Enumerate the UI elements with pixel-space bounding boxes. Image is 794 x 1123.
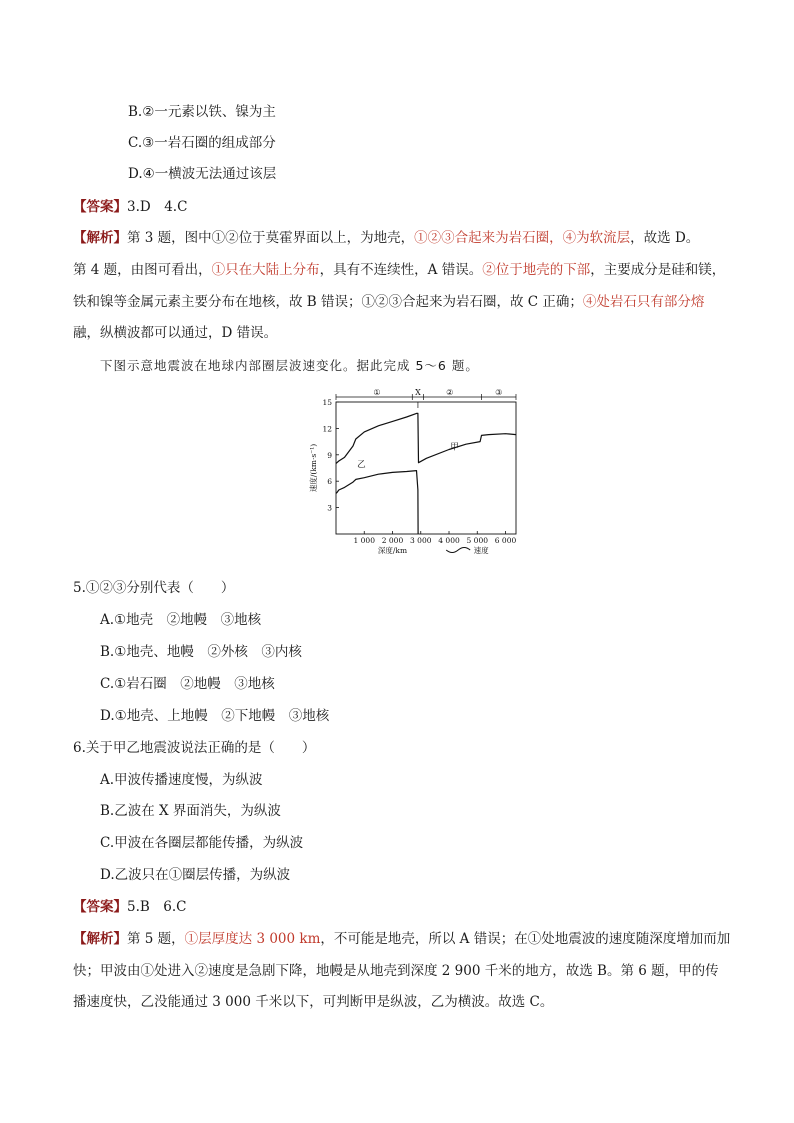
body-text: ，不可能是地壳，所以 A 错误；在①处地震波的速度随深度增加而加 (320, 931, 731, 947)
analysis-1-line-4 (73, 323, 277, 343)
q5-option-c: C.①岩石圈 ②地幔 ③地核 (100, 676, 275, 692)
y-tick-label: 15 (322, 398, 332, 407)
q5-option-a: A.①地壳 ②地幔 ③地核 (100, 612, 262, 628)
body-text: 第 3 题，图中①②位于莫霍界面以上，为地壳， (127, 230, 415, 246)
analysis-tag: 【解析】 (73, 230, 127, 246)
q6-option-d: D.乙波只在①圈层传播，为纵波 (100, 867, 291, 883)
x-tick-label: 4 000 (438, 536, 460, 545)
series-line-yi (336, 471, 418, 534)
layer-label-x: X (415, 388, 421, 397)
body-text: 快；甲波由①处进入②速度是急剧下降，地幔是从地壳到深度 2 900 千米的地方，故选 B。第 6 题，甲的传 (73, 963, 719, 979)
layer-label: ② (446, 388, 454, 397)
question-6-stem: 6.关于甲乙地震波说法正确的是（ ） (73, 740, 316, 756)
x-tick-label: 1 000 (353, 536, 375, 545)
analysis-2-line-3 (73, 992, 553, 1012)
highlighted-text: ④处岩石只有部分熔 (582, 294, 705, 310)
y-tick-label: 9 (327, 450, 332, 460)
answer-text: 5.B 6.C (127, 899, 187, 915)
y-axis-label: 速度/(km·s⁻¹) (309, 443, 318, 493)
highlighted-text: ②位于地壳的下部 (482, 262, 591, 278)
option-b-prev: B.②一元素以铁、镍为主 (128, 104, 276, 120)
answer-tag: 【答案】 (73, 899, 127, 915)
body-text: ，故选 D。 (630, 230, 700, 246)
q5-option-d: D.①地壳、上地幔 ②下地幔 ③地核 (100, 708, 330, 724)
body-text: 第 5 题， (127, 931, 185, 947)
analysis-tag: 【解析】 (73, 931, 127, 947)
question-5-stem: 5.①②③分别代表（ ） (73, 580, 235, 596)
body-text: 播速度快，乙没能通过 3 000 千米以下，可判断甲是纵波，乙为横波。故选 C。 (73, 994, 554, 1010)
series-line-jia (336, 413, 516, 463)
q5-option-b: B.①地壳、地幔 ②外核 ③内核 (100, 644, 302, 660)
series-label-yi: 乙 (357, 460, 366, 471)
highlighted-text: ①②③合起来为岩石圈，④为软流层 (414, 230, 631, 246)
q6-option-b: B.乙波在 X 界面消失，为纵波 (100, 803, 281, 819)
body-text: 铁和镍等金属元素主要分布在地核，故 B 错误；①②③合起来为岩石圈，故 C 正确； (73, 294, 583, 310)
body-text: ，具有不连续性，A 错误。 (319, 262, 483, 278)
body-text: 第 4 题，由图可看出， (73, 262, 212, 278)
y-tick-label: 12 (322, 424, 332, 434)
analysis-2-line-2 (73, 961, 719, 981)
x-tick-label: 2 000 (381, 536, 404, 545)
body-text: ，主要成分是硅和镁， (590, 262, 726, 278)
answer-block-2 (73, 897, 187, 917)
analysis-1-line-3 (73, 292, 704, 312)
layer-label: ① (373, 388, 381, 397)
highlighted-text: ①只在大陆上分布 (211, 262, 320, 278)
y-tick-label: 3 (327, 503, 332, 513)
layer-label: ③ (495, 388, 503, 397)
q6-option-c: C.甲波在各圈层都能传播，为纵波 (100, 835, 304, 851)
series-label-jia: 甲 (450, 442, 459, 453)
x-tick-label: 3 000 (410, 536, 432, 545)
seismic-wave-chart (296, 388, 526, 563)
analysis-2-line-1 (73, 929, 730, 949)
legend-label: 速度 (473, 546, 489, 555)
x-tick-label: 5 000 (466, 536, 489, 545)
figure-intro: 下图示意地震波在地球内部圈层波速变化。据此完成 5～6 题。 (100, 358, 479, 373)
analysis-1-line-1 (73, 228, 699, 248)
y-tick-label: 6 (327, 477, 332, 487)
q6-option-a: A.甲波传播速度慢，为纵波 (100, 772, 263, 788)
option-c-prev: C.③一岩石圈的组成部分 (128, 135, 276, 151)
body-text: 融，纵横波都可以通过，D 错误。 (73, 325, 278, 341)
x-axis-label: 深度/km (377, 546, 408, 555)
answer-block-1 (73, 197, 187, 217)
x-tick-label: 6 000 (494, 536, 517, 545)
answer-tag: 【答案】 (73, 199, 127, 215)
highlighted-text: ①层厚度达 3 000 km (184, 931, 321, 947)
answer-text: 3.D 4.C (127, 199, 188, 215)
legend-line (446, 548, 470, 553)
option-d-prev: D.④一横波无法通过该层 (128, 166, 277, 182)
analysis-1-line-2 (73, 260, 725, 280)
